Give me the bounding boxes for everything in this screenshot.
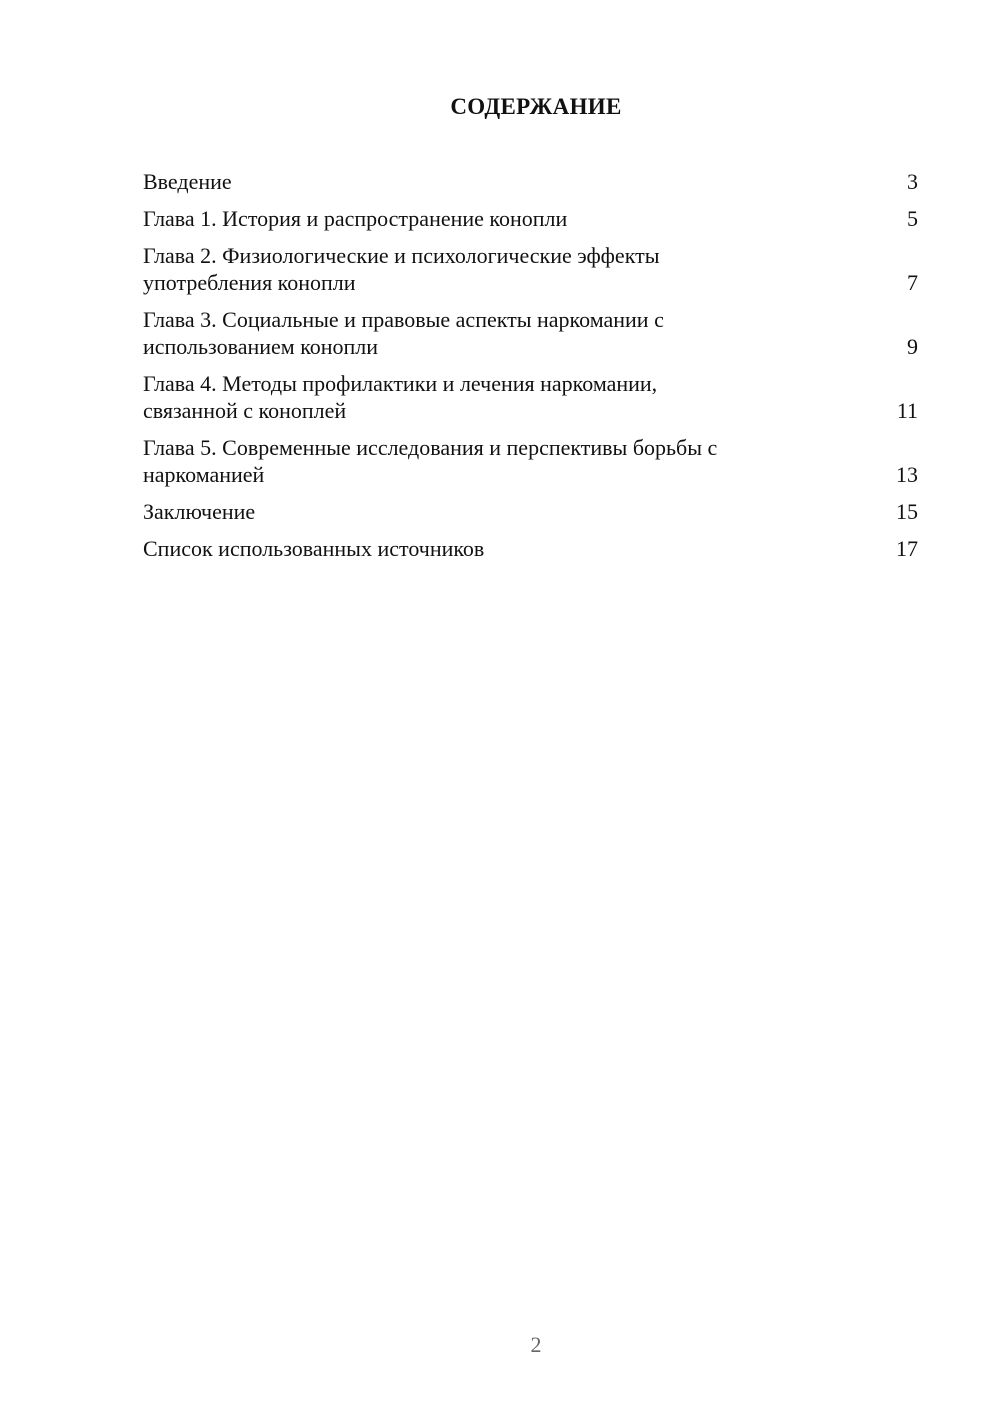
toc-entry-page: 7 <box>907 270 918 295</box>
toc-entry-text: Глава 3. Социальные и правовые аспекты наркомании с использованием конопли <box>143 307 664 359</box>
table-of-contents <box>143 168 918 572</box>
toc-entry-chapter-2 <box>143 242 918 296</box>
toc-entry-page: 13 <box>896 462 918 487</box>
toc-entry-page: 15 <box>896 499 918 524</box>
toc-entry-page: 17 <box>896 536 918 561</box>
page-number: 2 <box>530 1332 542 1357</box>
toc-entry-chapter-4 <box>143 370 918 424</box>
toc-entry-chapter-1 <box>143 205 918 232</box>
toc-entry-text: Список использованных источников <box>143 536 485 561</box>
toc-entry-conclusion <box>143 498 918 525</box>
toc-entry-references <box>143 535 918 562</box>
toc-entry-chapter-5 <box>143 434 918 488</box>
toc-entry-chapter-3 <box>143 306 918 360</box>
toc-entry-text: Заключение <box>143 499 256 524</box>
toc-entry-page: 3 <box>907 169 918 194</box>
toc-entry-text: Введение <box>143 169 232 194</box>
toc-entry-introduction <box>143 168 918 195</box>
toc-entry-page: 11 <box>896 398 918 423</box>
toc-entry-text: Глава 2. Физиологические и психологические эффекты употребления конопли <box>143 243 660 295</box>
toc-entry-page: 9 <box>907 334 918 359</box>
toc-entry-page: 5 <box>907 206 918 231</box>
toc-entry-text: Глава 1. История и распространение конопли <box>143 206 568 231</box>
toc-entry-text: Глава 5. Современные исследования и перспективы борьбы с наркоманией <box>143 435 718 487</box>
page-title: СОДЕРЖАНИЕ <box>450 94 622 119</box>
toc-entry-text: Глава 4. Методы профилактики и лечения наркомании, связанной с коноплей <box>143 371 658 423</box>
